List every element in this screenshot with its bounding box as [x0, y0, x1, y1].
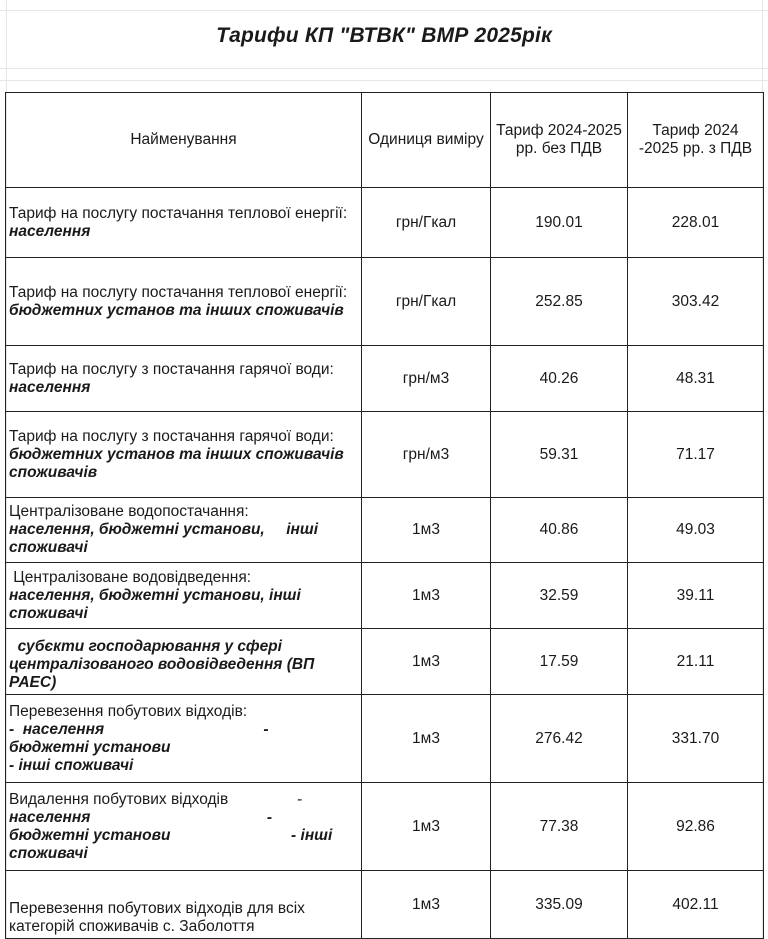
row-description [6, 258, 362, 346]
row-tariff-vat: 71.17 [628, 412, 764, 498]
table-row [6, 188, 764, 258]
row-tariff-no-vat: 17.59 [491, 629, 628, 695]
header-name: Найменування [6, 93, 362, 188]
row-description-plain: Тариф на послугу постачання теплової енергії: [9, 204, 348, 222]
row-description [6, 871, 362, 939]
row-description-plain: Тариф на послугу з постачання гарячої води: [9, 427, 334, 445]
row-unit: 1м3 [362, 695, 491, 783]
row-tariff-no-vat: 40.26 [491, 346, 628, 412]
row-description-category-line: - інші споживачі [9, 756, 134, 774]
row-description [6, 412, 362, 498]
row-tariff-vat: 92.86 [628, 783, 764, 871]
row-tariff-vat: 228.01 [628, 188, 764, 258]
table-row [6, 412, 764, 498]
row-unit: 1м3 [362, 498, 491, 563]
row-description [6, 783, 362, 871]
table-row [6, 498, 764, 563]
row-description-plain: Централізоване водовідведення: [9, 568, 252, 586]
row-description-category: населення, бюджетні установи, інші споживачі [9, 586, 301, 622]
row-description-category: населення, бюджетні установи, інші споживачі [9, 521, 323, 556]
row-description [6, 188, 362, 258]
row-description [6, 498, 362, 563]
row-description-plain: Перевезення побутових відходів: [9, 702, 248, 720]
row-tariff-vat: 39.11 [628, 563, 764, 629]
row-description-plain: Тариф на послугу з постачання гарячої води: [9, 360, 334, 378]
row-tariff-no-vat: 59.31 [491, 412, 628, 498]
row-tariff-vat: 331.70 [628, 695, 764, 783]
table-row [6, 346, 764, 412]
row-description-plain: Перевезення побутових відходів для всіх категорій споживачів с. Заболоття [9, 900, 305, 935]
row-unit: грн/м3 [362, 346, 491, 412]
header-tariff-no-vat: Тариф 2024-2025 рр. без ПДВ [491, 93, 628, 188]
row-description-category: бюджетних установ та інших споживачів споживачів [9, 445, 344, 481]
row-description-category-line: - населення - [9, 720, 269, 738]
row-unit: 1м3 [362, 563, 491, 629]
row-description [6, 695, 362, 783]
row-unit: 1м3 [362, 629, 491, 695]
row-tariff-vat: 21.11 [628, 629, 764, 695]
row-tariff-vat: 402.11 [628, 871, 764, 939]
row-tariff-no-vat: 276.42 [491, 695, 628, 783]
row-description-plain: Видалення побутових відходів - [9, 790, 303, 808]
row-description-category-line: бюджетні установи - інші [9, 826, 333, 844]
tariff-table [5, 92, 764, 939]
row-tariff-vat: 49.03 [628, 498, 764, 563]
row-unit: грн/Гкал [362, 188, 491, 258]
table-header-row [6, 93, 764, 188]
row-description-category: субєкти господарювання у сфері централізованого водовідведення (ВП РАЕС) [9, 638, 319, 691]
row-tariff-no-vat: 77.38 [491, 783, 628, 871]
row-unit: 1м3 [362, 871, 491, 939]
header-tariff-vat: Тариф 2024 -2025 рр. з ПДВ [628, 93, 764, 188]
table-row [6, 871, 764, 939]
row-tariff-vat: 303.42 [628, 258, 764, 346]
row-tariff-no-vat: 252.85 [491, 258, 628, 346]
header-unit: Одиниця виміру [362, 93, 491, 188]
row-description [6, 563, 362, 629]
row-unit: грн/м3 [362, 412, 491, 498]
table-row [6, 629, 764, 695]
table-row [6, 563, 764, 629]
row-description-category: населення [9, 378, 91, 396]
table-row [6, 783, 764, 871]
row-tariff-no-vat: 335.09 [491, 871, 628, 939]
row-description-category: населення [9, 222, 91, 240]
row-description [6, 346, 362, 412]
row-tariff-vat: 48.31 [628, 346, 764, 412]
row-description-category-line: споживачі [9, 844, 88, 862]
row-description-category: бюджетних установ та інших споживачів [9, 301, 344, 319]
table-row [6, 695, 764, 783]
table-row [6, 258, 764, 346]
row-tariff-no-vat: 40.86 [491, 498, 628, 563]
row-description-category-line: бюджетні установи [9, 738, 171, 756]
row-description [6, 629, 362, 695]
row-tariff-no-vat: 32.59 [491, 563, 628, 629]
row-unit: грн/Гкал [362, 258, 491, 346]
row-description-plain: Централізоване водопостачання: [9, 503, 249, 520]
page-title: Тарифи КП "ВТВК" ВМР 2025рік [216, 24, 552, 47]
row-description-category-line: населення - [9, 808, 273, 826]
row-description-plain: Тариф на послугу постачання теплової енергії: [9, 283, 348, 301]
row-unit: 1м3 [362, 783, 491, 871]
row-tariff-no-vat: 190.01 [491, 188, 628, 258]
